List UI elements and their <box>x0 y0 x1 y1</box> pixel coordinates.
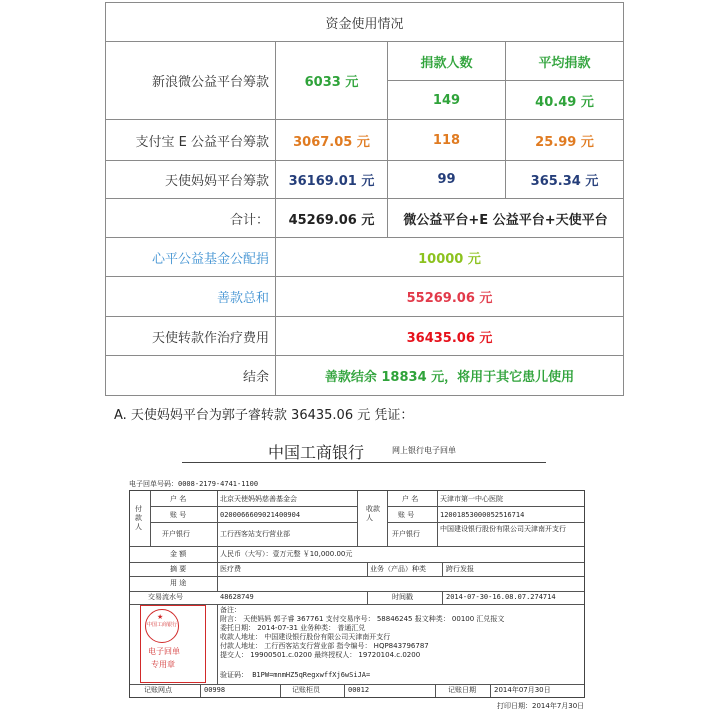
business-type-value: 跨行发报 <box>446 565 474 573</box>
payee-bank: 中国建设银行股份有限公司天津南开支行 <box>440 525 566 533</box>
angel-label: 天使妈妈平台筹款 <box>106 161 276 199</box>
sina-donors: 149 <box>388 81 506 120</box>
payer-account: 0200066609021400904 <box>220 511 301 519</box>
remarks-line: 附言： 天使妈妈 郭子睿 367761 支付交易序号： 58846245 报文种类： 00100 汇兑报文 <box>220 615 505 623</box>
divider <box>435 684 436 697</box>
divider <box>130 591 584 592</box>
divider <box>217 491 218 591</box>
balance-text: 善款结余 18834 元，将用于其它患儿使用 <box>276 356 624 396</box>
serial-label: 交易流水号 <box>148 593 183 601</box>
seal-text-line2: 专用章 <box>151 660 175 669</box>
outlet-label: 记账网点 <box>144 686 172 694</box>
transfer-label: 天使转款作治疗费用 <box>106 317 276 356</box>
divider <box>217 604 218 684</box>
seal-text-line1: 电子回单 <box>148 647 180 656</box>
divider <box>280 684 281 697</box>
posting-date-value: 2014年07月30日 <box>494 686 551 694</box>
payee-name-label: 户 名 <box>402 495 419 503</box>
remarks-line: 付款人地址： 工行西客站支行营业部 指令编号： HQP843796787 <box>220 642 429 650</box>
payee-label: 收款人 <box>366 505 380 522</box>
divider <box>387 522 584 523</box>
alipay-amount: 3067.05 元 <box>276 120 388 161</box>
angel-amount: 36169.01 元 <box>276 161 388 199</box>
payer-name-label: 户 名 <box>170 495 187 503</box>
timestamp-value: 2014-07-30-16.08.07.274714 <box>446 593 556 601</box>
divider <box>367 591 368 604</box>
alipay-label: 支付宝 E 公益平台筹款 <box>106 120 276 161</box>
transfer-amount: 36435.06 元 <box>276 317 624 356</box>
payer-name: 北京天使妈妈慈善基金会 <box>220 495 297 503</box>
foundation-amount: 10000 元 <box>276 238 624 277</box>
seal-frame <box>140 605 206 683</box>
divider <box>387 491 388 546</box>
donation-total-amount: 55269.06 元 <box>276 277 624 317</box>
angel-avg: 365.34 元 <box>506 161 624 199</box>
amount-value: 人民币（大写）：壹万元整 ￥10,000.00元 <box>220 550 353 558</box>
divider <box>387 506 584 507</box>
verification-code: 验证码： B1PW=mnmHZ5qRegxwffXj6wSiJA= <box>220 671 371 679</box>
divider <box>150 491 151 546</box>
divider <box>344 684 345 697</box>
divider <box>130 562 584 563</box>
remarks-line: 委托日期： 2014-07-31 业务种类： 普通汇兑 <box>220 624 366 632</box>
remarks-line: 提交人： 19900501.c.0200 最终授权人： 19720104.c.0200 <box>220 651 421 659</box>
summary-label: 摘 要 <box>170 565 187 573</box>
divider <box>367 562 368 577</box>
funds-summary-table <box>105 2 624 396</box>
serial-value: 48628749 <box>220 593 254 601</box>
divider <box>150 522 357 523</box>
seal-bank-text: 中国工商银行 <box>146 622 177 628</box>
divider <box>130 546 584 547</box>
foundation-label: 心平公益基金公配捐 <box>106 238 276 277</box>
divider <box>150 506 357 507</box>
divider <box>490 684 491 697</box>
e-receipt-number: 电子回单号码：0008-2179-4741-1100 <box>129 480 259 488</box>
title-underline <box>182 462 546 463</box>
divider <box>130 576 584 577</box>
business-type-label: 业务（产品）种类 <box>370 565 426 573</box>
seal-star-icon: ★ <box>157 613 164 621</box>
donor-count-header: 捐款人数 <box>388 42 506 81</box>
divider <box>437 491 438 546</box>
divider <box>357 491 358 546</box>
transfer-caption: A. 天使妈妈平台为郭子睿转款 36435.06 元 凭证： <box>114 408 414 423</box>
divider <box>442 591 443 604</box>
sina-label: 新浪微公益平台筹款 <box>106 42 276 120</box>
outlet-value: 00998 <box>204 686 226 694</box>
remarks-heading: 备注： <box>220 606 241 614</box>
divider <box>442 562 443 577</box>
payee-account: 12001853000052516714 <box>440 511 525 519</box>
bank-name: 中国工商银行 <box>268 443 365 462</box>
payee-account-label: 账 号 <box>398 511 415 519</box>
timestamp-label: 时间戳 <box>392 593 413 601</box>
payer-bank: 工行西客站支行营业部 <box>220 530 290 538</box>
balance-label: 结余 <box>106 356 276 396</box>
angel-donors: 99 <box>388 161 506 199</box>
avg-donation-header: 平均捐款 <box>506 42 624 81</box>
divider <box>130 684 584 685</box>
alipay-avg: 25.99 元 <box>506 120 624 161</box>
posting-date-label: 记账日期 <box>448 686 476 694</box>
donation-total-label: 善款总和 <box>106 277 276 317</box>
total-note: 微公益平台+E 公益平台+天使平台 <box>388 199 624 238</box>
amount-label: 金 额 <box>170 550 187 558</box>
total-amount: 45269.06 元 <box>276 199 388 238</box>
table-title: 资金使用情况 <box>106 3 624 42</box>
payer-label: 付款人 <box>135 505 142 531</box>
payee-name: 天津市第一中心医院 <box>440 495 503 503</box>
print-date: 打印日期：2014年7月30日 <box>497 702 585 710</box>
bank-receipt <box>129 490 585 698</box>
payer-account-label: 账 号 <box>170 511 187 519</box>
payer-bank-label: 开户银行 <box>162 530 190 538</box>
sina-avg: 40.49 元 <box>506 81 624 120</box>
receipt-subtitle: 网上银行电子回单 <box>392 446 456 455</box>
sina-amount: 6033 元 <box>276 42 388 120</box>
teller-label: 记账柜员 <box>292 686 320 694</box>
alipay-donors: 118 <box>388 120 506 161</box>
total-label: 合计： <box>106 199 276 238</box>
summary-value: 医疗费 <box>220 565 241 573</box>
divider <box>200 684 201 697</box>
purpose-label: 用 途 <box>170 579 187 587</box>
payee-bank-label: 开户银行 <box>392 530 420 538</box>
teller-value: 00012 <box>348 686 370 694</box>
remarks-line: 收款人地址： 中国建设银行股份有限公司天津南开支行 <box>220 633 391 641</box>
